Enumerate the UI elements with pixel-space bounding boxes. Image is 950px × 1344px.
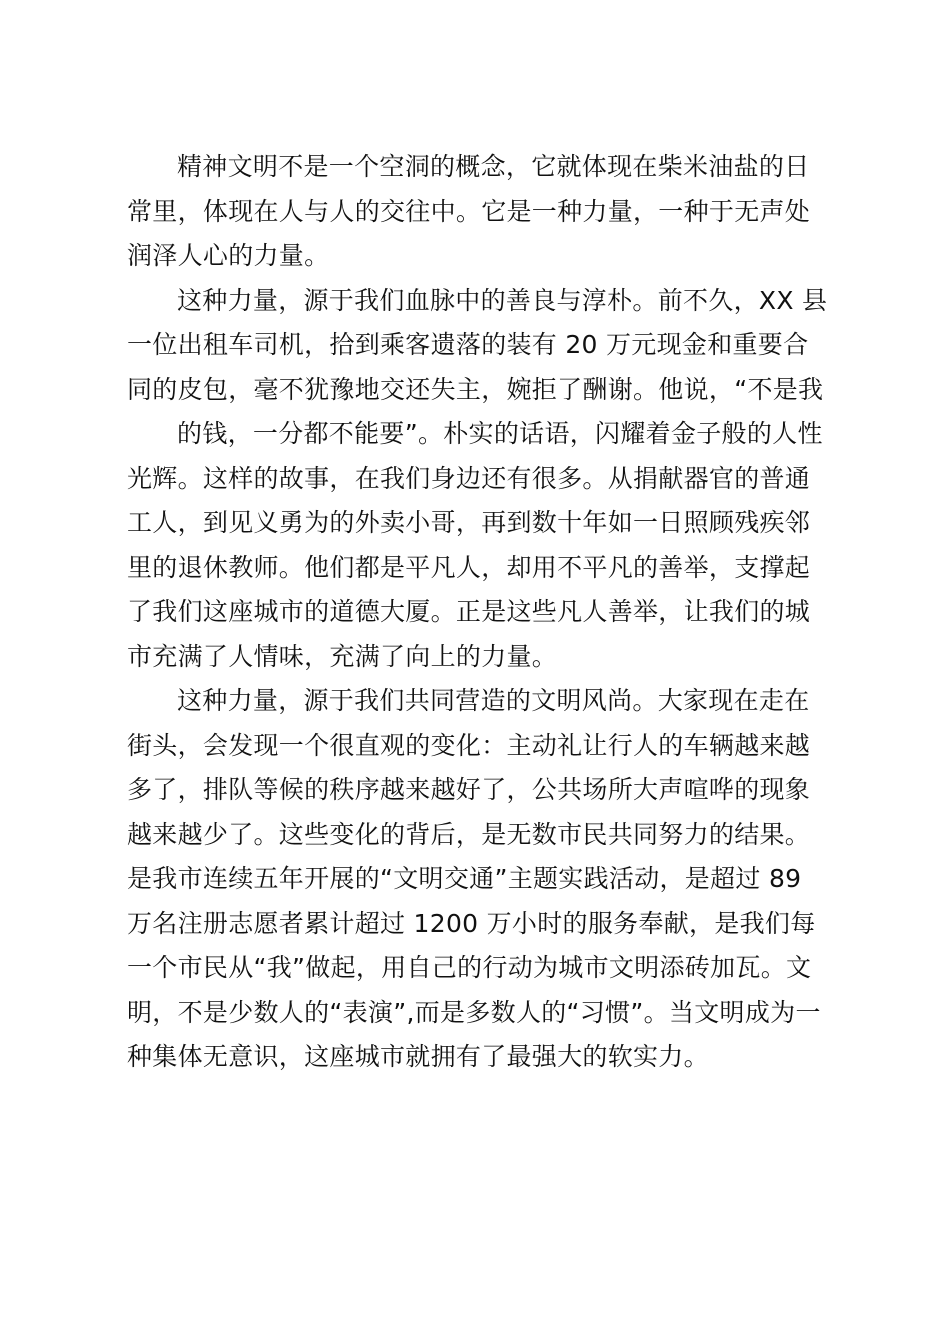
text-line: 街头，会发现一个很直观的变化：主动礼让行人的车辆越来越 — [127, 730, 811, 760]
text-line: 市充满了人情味，充满了向上的力量。 — [127, 641, 558, 671]
text-line: 精神文明不是一个空洞的概念，它就体现在柴米油盐的日 — [177, 152, 810, 181]
paragraph-3 — [127, 412, 833, 679]
text-line: 同的皮包，毫不犹豫地交还失主，婉拒了酬谢。他说，“不是我 — [127, 374, 824, 404]
text-line: 一个市民从“我”做起，用自己的行动为城市文明添砖加瓦。文 — [127, 953, 812, 982]
text-line: 里的退休教师。他们都是平凡人，却用不平凡的善举，支撑起 — [127, 552, 811, 582]
text-line: 是我市连续五年开展的“文明交通”主题实践活动，是超过 89 — [127, 864, 802, 893]
text-line: 了我们这座城市的道德大厦。正是这些凡人善举，让我们的城 — [127, 597, 811, 626]
document-body — [127, 145, 833, 1080]
text-line: 明，不是少数人的“表演”,而是多数人的“习惯”。当文明成为一 — [127, 997, 821, 1027]
text-line: 越来越少了。这些变化的背后，是无数市民共同努力的结果。 — [127, 819, 811, 849]
text-line: 这种力量，源于我们共同营造的文明风尚。大家现在走在 — [177, 686, 810, 715]
text-line: 润泽人心的力量。 — [127, 241, 330, 270]
text-line: 光辉。这样的故事，在我们身边还有很多。从捐献器官的普通 — [127, 463, 811, 493]
text-line: 一位出租车司机，拾到乘客遗落的装有 20 万元现金和重要合 — [127, 330, 809, 359]
paragraph-1 — [127, 145, 833, 279]
text-line: 这种力量，源于我们血脉中的善良与淳朴。前不久，XX 县 — [177, 285, 828, 315]
text-line: 多了，排队等候的秩序越来越好了，公共场所大声喧哗的现象 — [127, 775, 811, 804]
text-line: 万名注册志愿者累计超过 1200 万小时的服务奉献，是我们每 — [127, 908, 816, 938]
text-line: 种集体无意识，这座城市就拥有了最强大的软实力。 — [127, 1042, 709, 1071]
text-line: 的钱，一分都不能要”。朴实的话语，闪耀着金子般的人性 — [177, 419, 823, 448]
text-line: 工人，到见义勇为的外卖小哥，再到数十年如一日照顾残疾邻 — [127, 508, 811, 537]
text-line: 常里，体现在人与人的交往中。它是一种力量，一种于无声处 — [127, 196, 811, 226]
paragraph-2 — [127, 279, 833, 413]
paragraph-4 — [127, 679, 833, 1080]
